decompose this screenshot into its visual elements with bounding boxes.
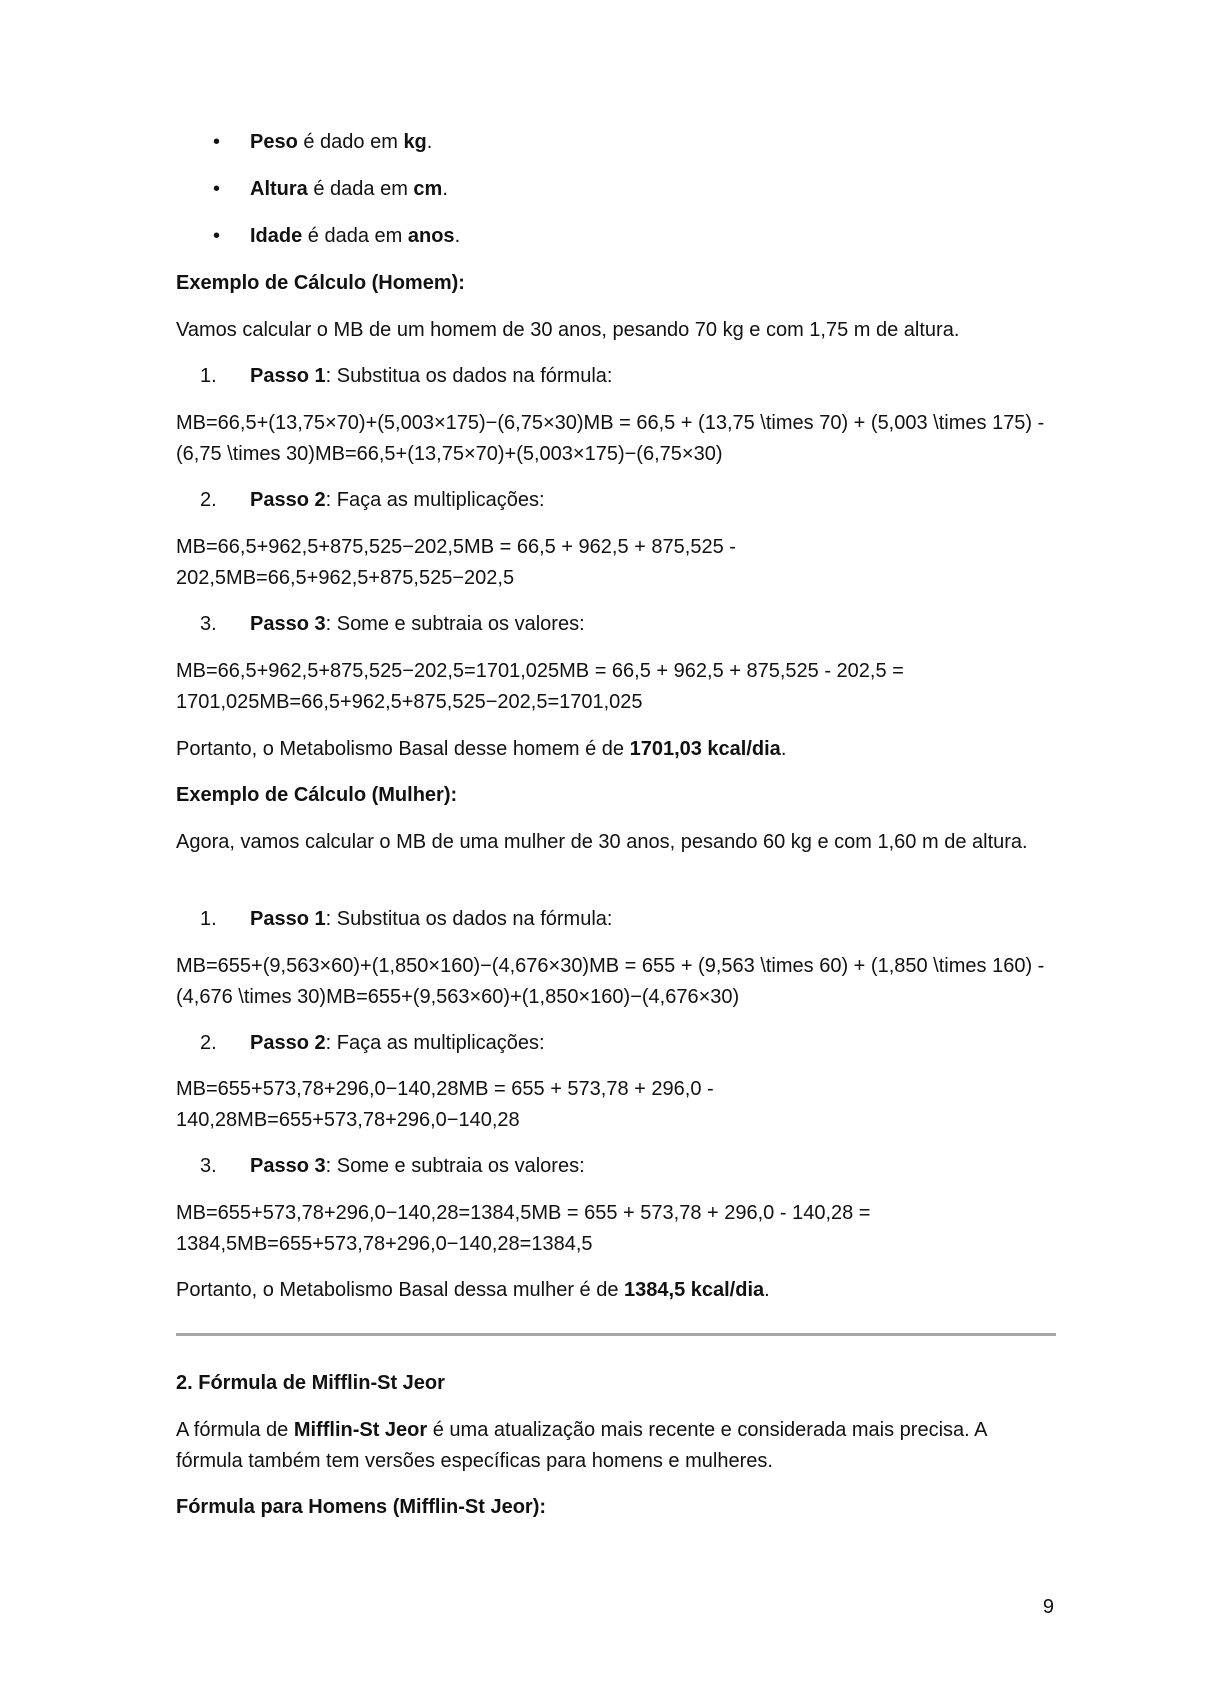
formula-homem-2: MB=66,5+962,5+875,525−202,5MB = 66,5 + 962,5 + 875,525 - 202,5MB=66,5+962,5+875,525−202,5 — [176, 536, 736, 589]
step-mulher-2: Passo 2: Faça as multiplicações: — [250, 1032, 545, 1054]
step-homem-1: Passo 1: Substitua os dados na fórmula: — [250, 365, 613, 387]
step-number: 1. — [200, 908, 217, 930]
intro-mulher: Agora, vamos calcular o MB de uma mulher de 30 anos, pesando 60 kg e com 1,60 m de altura. — [176, 831, 1028, 853]
formula-mulher-1: MB=655+(9,563×60)+(1,850×160)−(4,676×30)MB = 655 + (9,563 \times 60) + (1,850 \times 160) - (4,676 \times 30)MB=655+(9,563×60)+(1,850×160)−(4,676×30) — [176, 955, 1045, 1008]
result-homem: Portanto, o Metabolismo Basal desse homem é de 1701,03 kcal/dia. — [176, 738, 787, 760]
unit-text: é dada em — [302, 225, 408, 247]
mifflin-paragraph: A fórmula de Mifflin-St Jeor é uma atualização mais recente e considerada mais precisa. A fórmula também tem versões específicas para homens e mulheres. — [176, 1419, 987, 1472]
step-number: 3. — [200, 1155, 217, 1177]
list-item: Altura é dada em cm. — [250, 178, 448, 200]
step-mulher-1: Passo 1: Substitua os dados na fórmula: — [250, 908, 613, 930]
unit-term: Idade — [250, 225, 303, 247]
unit-value: kg — [403, 131, 427, 153]
list-item: Peso é dado em kg. — [250, 131, 433, 153]
unit-term: Peso — [250, 131, 298, 153]
bullet-icon: • — [213, 178, 221, 200]
formula-homem-3: MB=66,5+962,5+875,525−202,5=1701,025MB = 66,5 + 962,5 + 875,525 - 202,5 = 1701,025MB=66,5+962,5+875,525−202,5=1701,025 — [176, 660, 904, 713]
list-item: Idade é dada em anos. — [250, 225, 461, 247]
section-divider — [176, 1333, 1056, 1336]
section-heading-homem: Exemplo de Cálculo (Homem): — [176, 272, 465, 294]
formula-mulher-2: MB=655+573,78+296,0−140,28MB = 655 + 573,78 + 296,0 - 140,28MB=655+573,78+296,0−140,28 — [176, 1078, 714, 1131]
bullet-icon: • — [213, 131, 221, 153]
step-homem-3: Passo 3: Some e subtraia os valores: — [250, 613, 585, 635]
step-number: 2. — [200, 489, 217, 511]
formula-mulher-3: MB=655+573,78+296,0−140,28=1384,5MB = 655 + 573,78 + 296,0 - 140,28 = 1384,5MB=655+573,78+296,0−140,28=1384,5 — [176, 1202, 871, 1255]
unit-value: cm — [413, 178, 443, 200]
step-number: 3. — [200, 613, 217, 635]
section-heading-mulher: Exemplo de Cálculo (Mulher): — [176, 784, 458, 806]
step-number: 1. — [200, 365, 217, 387]
unit-value: anos — [407, 225, 455, 247]
bullet-icon: • — [213, 225, 221, 247]
intro-homem: Vamos calcular o MB de um homem de 30 anos, pesando 70 kg e com 1,75 m de altura. — [176, 319, 960, 341]
result-value: 1701,03 kcal/dia — [629, 738, 781, 760]
unit-text: é dada em — [307, 178, 414, 200]
result-value: 1384,5 kcal/dia — [624, 1279, 765, 1301]
step-mulher-3: Passo 3: Some e subtraia os valores: — [250, 1155, 585, 1177]
page-number: 9 — [1042, 1596, 1054, 1618]
result-mulher: Portanto, o Metabolismo Basal dessa mulher é de 1384,5 kcal/dia. — [176, 1279, 770, 1301]
section-heading-mifflin: 2. Fórmula de Mifflin-St Jeor — [176, 1372, 445, 1394]
subheading-homens-mifflin: Fórmula para Homens (Mifflin-St Jeor): — [176, 1496, 547, 1518]
unit-text: é dado em — [297, 131, 404, 153]
unit-term: Altura — [250, 178, 308, 200]
step-number: 2. — [200, 1032, 217, 1054]
step-homem-2: Passo 2: Faça as multiplicações: — [250, 489, 545, 511]
formula-homem-1: MB=66,5+(13,75×70)+(5,003×175)−(6,75×30)MB = 66,5 + (13,75 \times 70) + (5,003 \times 175) - (6,75 \times 30)MB=66,5+(13,75×70)+(5,003×175)−(6,75×30) — [176, 412, 1045, 465]
